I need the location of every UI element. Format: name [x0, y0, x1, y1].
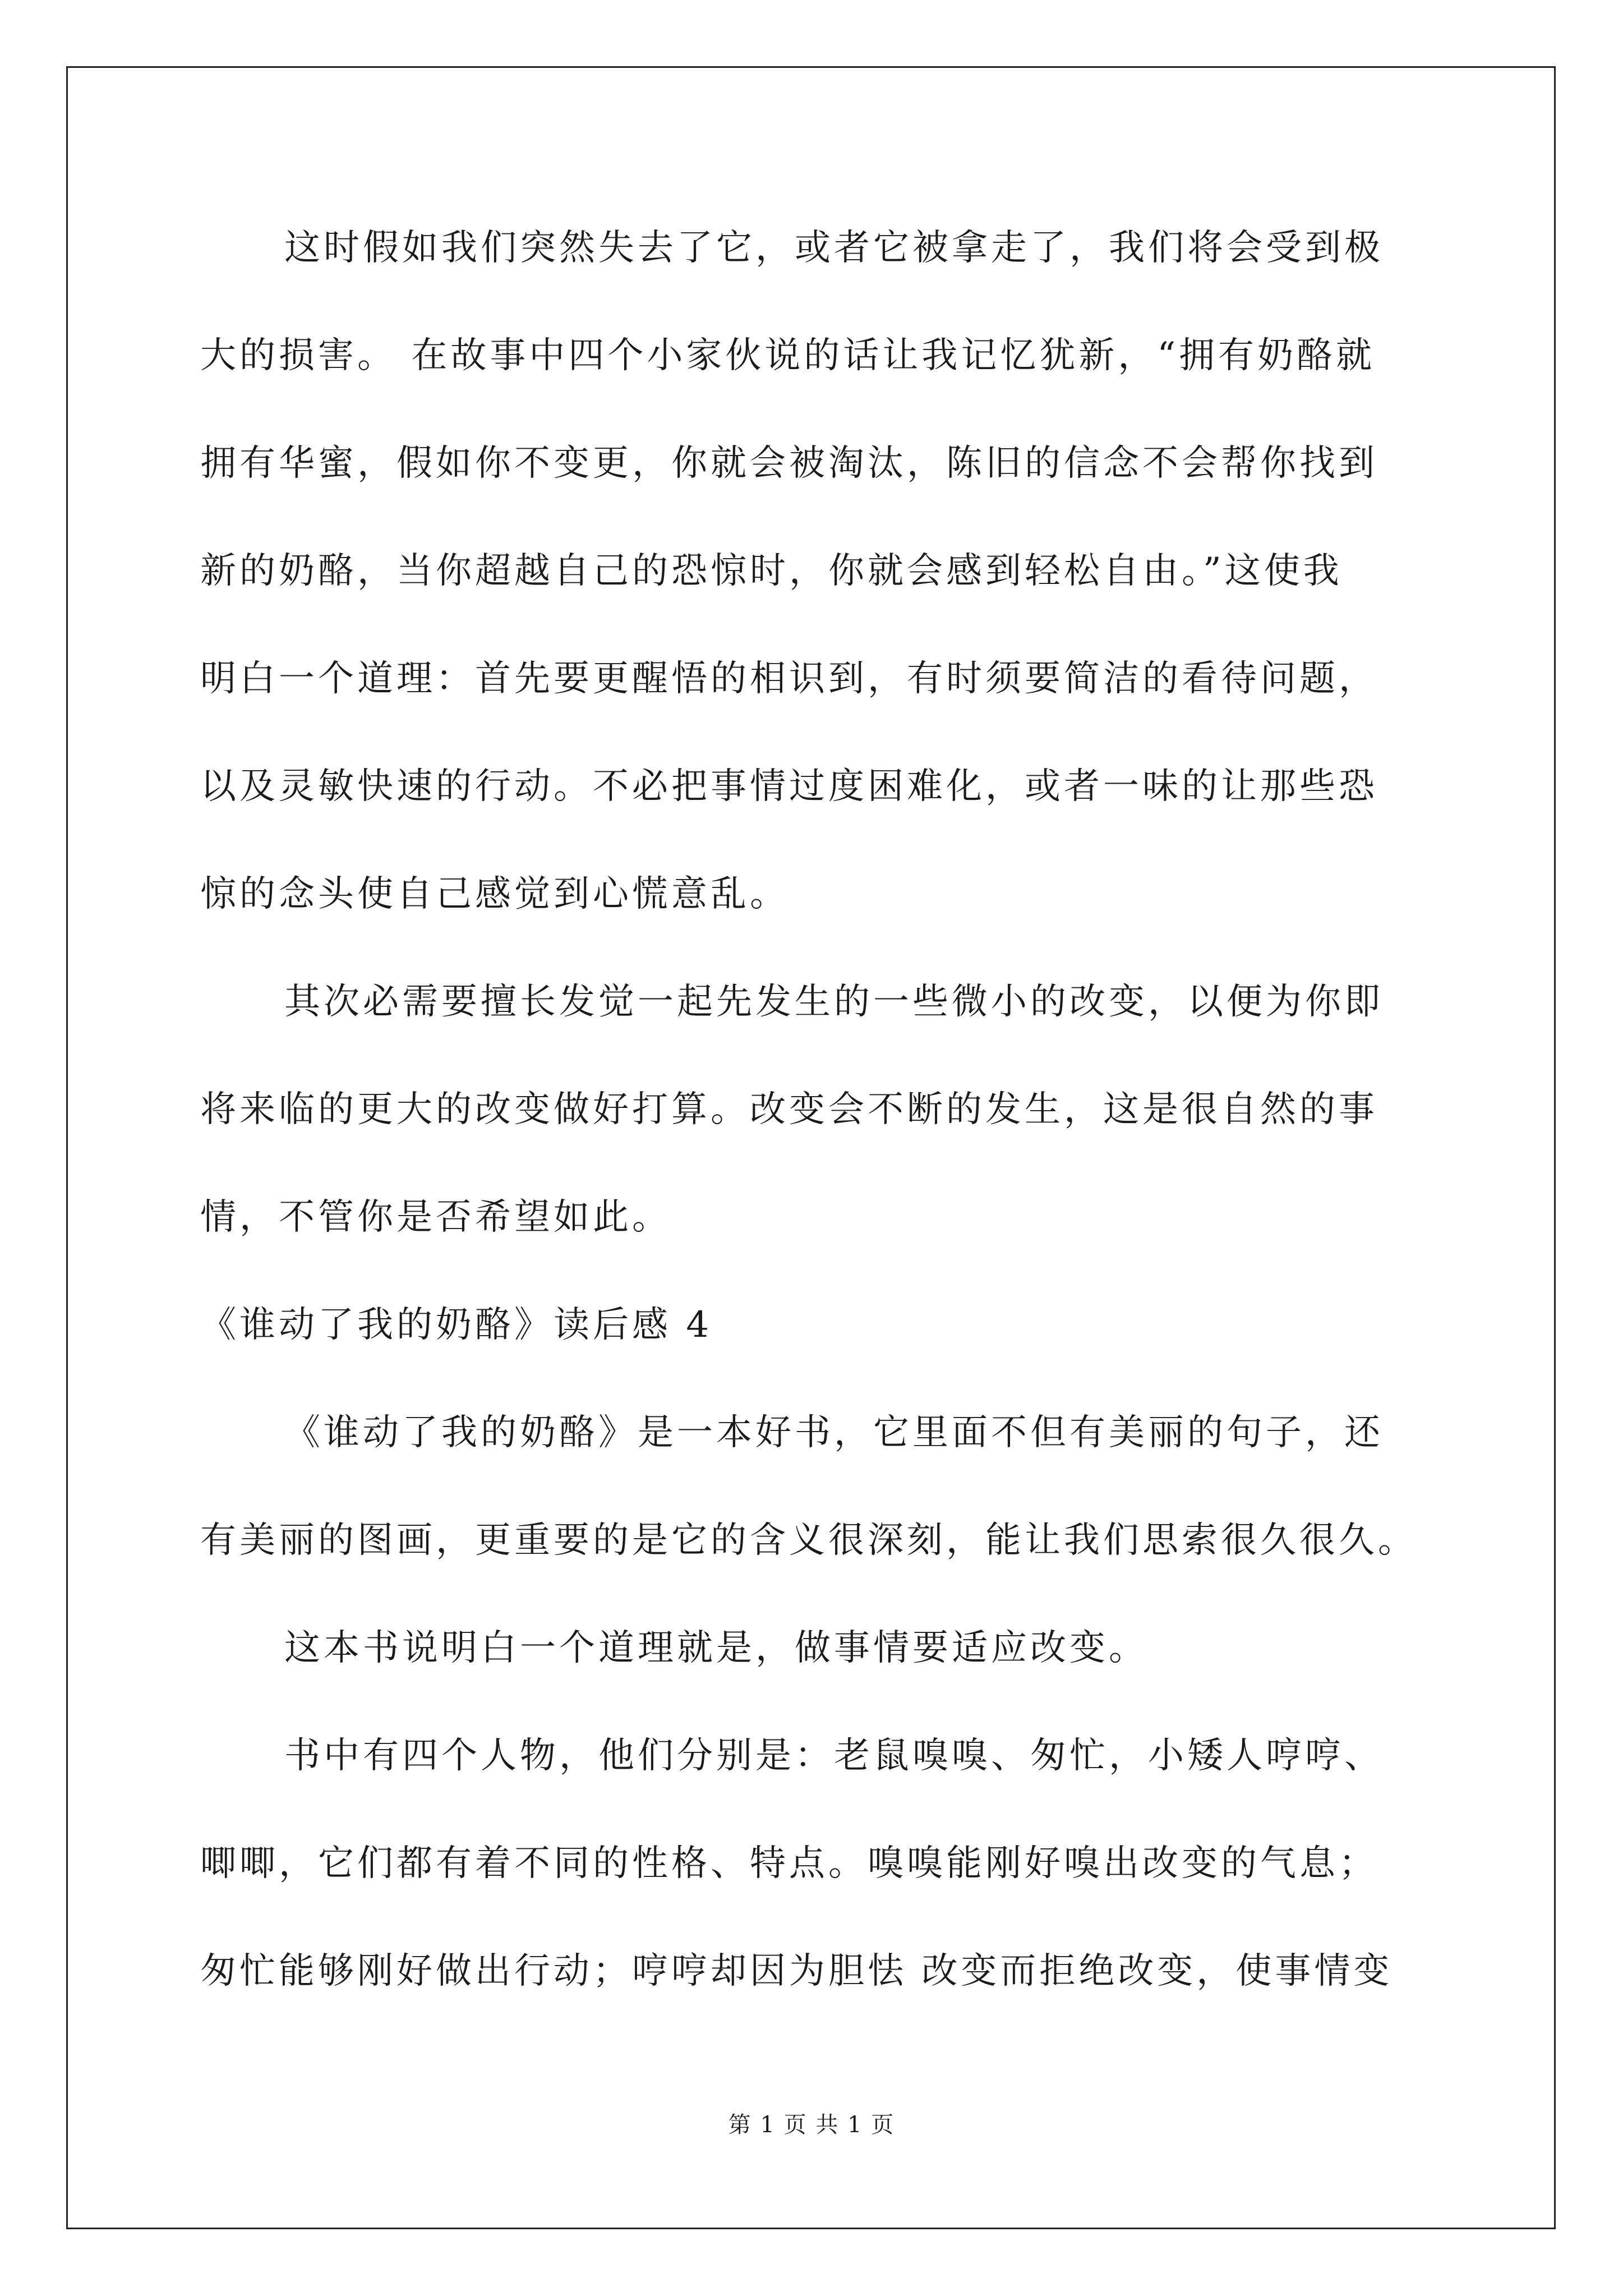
- section-heading: 《谁动了我的奶酪》读后感 4: [200, 1304, 713, 1346]
- paragraph-line: 明白一个道理：首先要更醒悟的相识到，有时须要简洁的看待问题，: [200, 658, 1378, 700]
- paragraph-line: 新的奶酪，当你超越自己的恐惊时，你就会感到轻松自由。”这使我: [200, 550, 1343, 592]
- paragraph-line: 这时假如我们突然失去了它，或者它被拿走了，我们将会受到极: [284, 227, 1384, 269]
- paragraph-line: 匆忙能够刚好做出行动；哼哼却因为胆怯 改变而拒绝改变，使事情变: [200, 1950, 1393, 1992]
- page-border: [66, 66, 1556, 2229]
- paragraph-line: 拥有华蜜，假如你不变更，你就会被淘汰，陈旧的信念不会帮你找到: [200, 443, 1378, 484]
- paragraph-line: 以及灵敏快速的行动。不必把事情过度困难化，或者一味的让那些恐: [200, 766, 1378, 807]
- paragraph-line: 唧唧，它们都有着不同的性格、特点。嗅嗅能刚好嗅出改变的气息；: [200, 1843, 1378, 1884]
- paragraph-line: 其次必需要擅长发觉一起先发生的一些微小的改变，以便为你即: [284, 981, 1384, 1023]
- page-footer: 第 1 页 共 1 页: [728, 2112, 895, 2138]
- paragraph-line: 有美丽的图画，更重要的是它的含义很深刻，能让我们思索很久很久。: [200, 1520, 1417, 1561]
- paragraph-line: 将来临的更大的改变做好打算。改变会不断的发生，这是很自然的事: [200, 1089, 1378, 1130]
- paragraph-line: 惊的念头使自己感觉到心慌意乱。: [200, 873, 789, 915]
- paragraph-line: 情，不管你是否希望如此。: [200, 1197, 671, 1238]
- paragraph-line: 这本书说明白一个道理就是，做事情要适应改变。: [284, 1627, 1148, 1669]
- paragraph-line: 《谁动了我的奶酪》是一本好书，它里面不但有美丽的句子，还: [284, 1412, 1384, 1453]
- paragraph-line: 书中有四个人物，他们分别是：老鼠嗅嗅、匆忙，小矮人哼哼、: [284, 1735, 1384, 1777]
- paragraph-line: 大的损害。 在故事中四个小家伙说的话让我记忆犹新，“拥有奶酪就: [200, 335, 1376, 376]
